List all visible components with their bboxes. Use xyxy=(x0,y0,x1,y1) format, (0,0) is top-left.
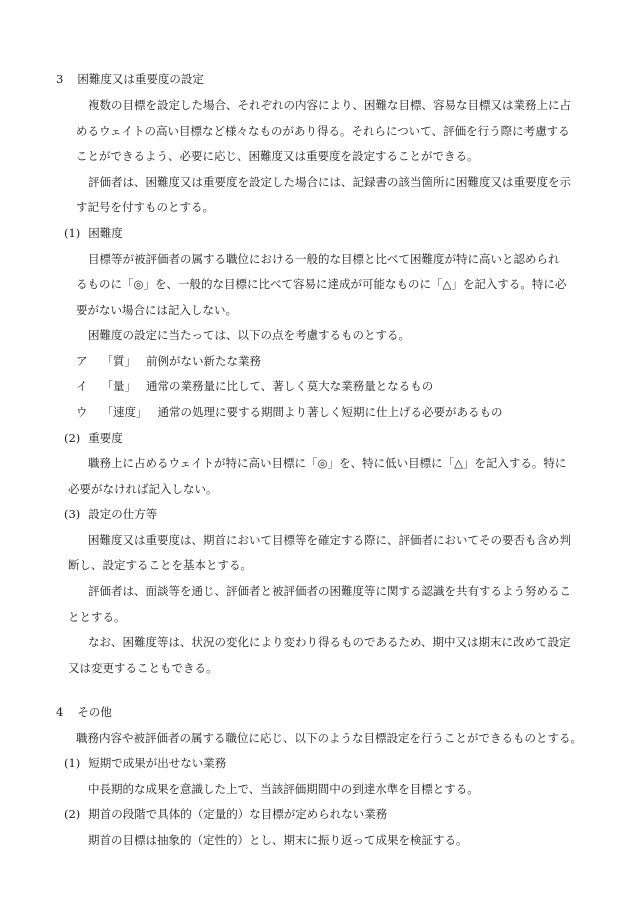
section-3-p2-line2: す記号を付すものとする。 xyxy=(76,200,214,214)
section-3-number: 3 xyxy=(56,72,64,86)
item-label: 「量」 xyxy=(101,379,136,393)
difficulty-item xyxy=(76,379,433,393)
subsection-method-heading xyxy=(64,507,157,521)
item-label: 「速度」 xyxy=(101,405,148,419)
difficulty-p1-line1: 目標等が被評価者の属する職位における一般的な目標と比べて困難度が特に高いと認められ xyxy=(88,252,560,266)
subsection-number: (1) xyxy=(64,756,81,770)
subsection-number: (2) xyxy=(64,431,81,445)
item-marker: ア xyxy=(76,354,88,368)
item-text: 通常の処理に要する期間より著しく短期に仕上げる必要があるもの xyxy=(157,405,503,419)
subsection-importance-heading xyxy=(64,431,123,445)
item-marker: イ xyxy=(76,379,88,393)
section-3-title: 困難度又は重要度の設定 xyxy=(77,72,204,86)
subsection-difficulty-heading xyxy=(64,226,123,240)
difficulty-p2-line1: 困難度の設定に当たっては、以下の点を考慮するものとする。 xyxy=(88,328,410,342)
method-p1-line1: 困難度又は重要度は、期首において目標等を確定する際に、評価者においてその要否も含め判 xyxy=(88,533,571,547)
difficulty-p1-line2: るものに「◎」を、一般的な目標に比べて容易に達成が可能なものに「△」を記入する。特に必 xyxy=(76,277,567,291)
subsection-title: 短期で成果が出せない業務 xyxy=(88,756,227,770)
importance-p1-line2: 必要がなければ記入しない。 xyxy=(68,482,218,496)
section-3-p1-line1: 複数の目標を設定した場合、それぞれの内容により、困難な目標、容易な目標又は業務上に占 xyxy=(88,98,571,112)
subsection-number: (1) xyxy=(64,226,81,240)
section-4-heading xyxy=(56,705,112,719)
importance-p1-line1: 職務上に占めるウェイトが特に高い目標に「◎」を、特に低い目標に「△」を記入する。特に xyxy=(88,456,567,470)
item-label: 「質」 xyxy=(101,354,136,368)
difficulty-item xyxy=(76,405,503,419)
method-p2-line1: 評価者は、面談等を通じ、評価者と被評価者の困難度等に関する認識を共有するよう努めるこ xyxy=(88,584,571,598)
section-4-sub2-text: 期首の目標は抽象的（定性的）とし、期末に振り返って成果を検証する。 xyxy=(88,833,468,847)
subsection-title: 期首の段階で具体的（定量的）な目標が定められない業務 xyxy=(88,807,388,821)
method-p3-line1: なお、困難度等は、状況の変化により変わり得るものであるため、期中又は期末に改めて設定 xyxy=(88,635,571,649)
subsection-title: 困難度 xyxy=(88,226,123,240)
section-4-intro: 職務内容や被評価者の属する職位に応じ、以下のような目標設定を行うことができるものとする。 xyxy=(76,731,582,745)
section-4-sub1-heading xyxy=(64,756,226,770)
section-4-number: 4 xyxy=(56,705,64,719)
subsection-number: (2) xyxy=(64,807,81,821)
difficulty-item xyxy=(76,354,261,368)
item-text: 通常の業務量に比して、著しく莫大な業務量となるもの xyxy=(146,379,434,393)
section-3-p1-line2: めるウェイトの高い目標など様々なものがあり得る。それらについて、評価を行う際に考慮する xyxy=(76,124,570,138)
method-p3-line2: 又は変更することもできる。 xyxy=(68,661,218,675)
method-p1-line2: 断し、設定することを基本とする。 xyxy=(68,558,252,572)
section-4-sub2-heading xyxy=(64,807,387,821)
subsection-number: (3) xyxy=(64,507,81,521)
subsection-title: 設定の仕方等 xyxy=(88,507,158,521)
item-marker: ウ xyxy=(76,405,88,419)
item-text: 前例がない新たな業務 xyxy=(146,354,261,368)
section-3-p2-line1: 評価者は、困難度又は重要度を設定した場合には、記録書の該当箇所に困難度又は重要度を示 xyxy=(88,175,571,189)
method-p2-line2: ととする。 xyxy=(68,610,126,624)
section-4-sub1-text: 中長期的な成果を意識した上で、当該評価期間中の到達水準を目標とする。 xyxy=(88,782,479,796)
section-3-heading xyxy=(56,72,204,86)
section-3-p1-line3: ことができるよう、必要に応じ、困難度又は重要度を設定することができる。 xyxy=(76,149,479,163)
difficulty-p1-line3: 要がない場合には記入しない。 xyxy=(76,303,237,317)
section-4-title: その他 xyxy=(77,705,112,719)
subsection-title: 重要度 xyxy=(88,431,123,445)
